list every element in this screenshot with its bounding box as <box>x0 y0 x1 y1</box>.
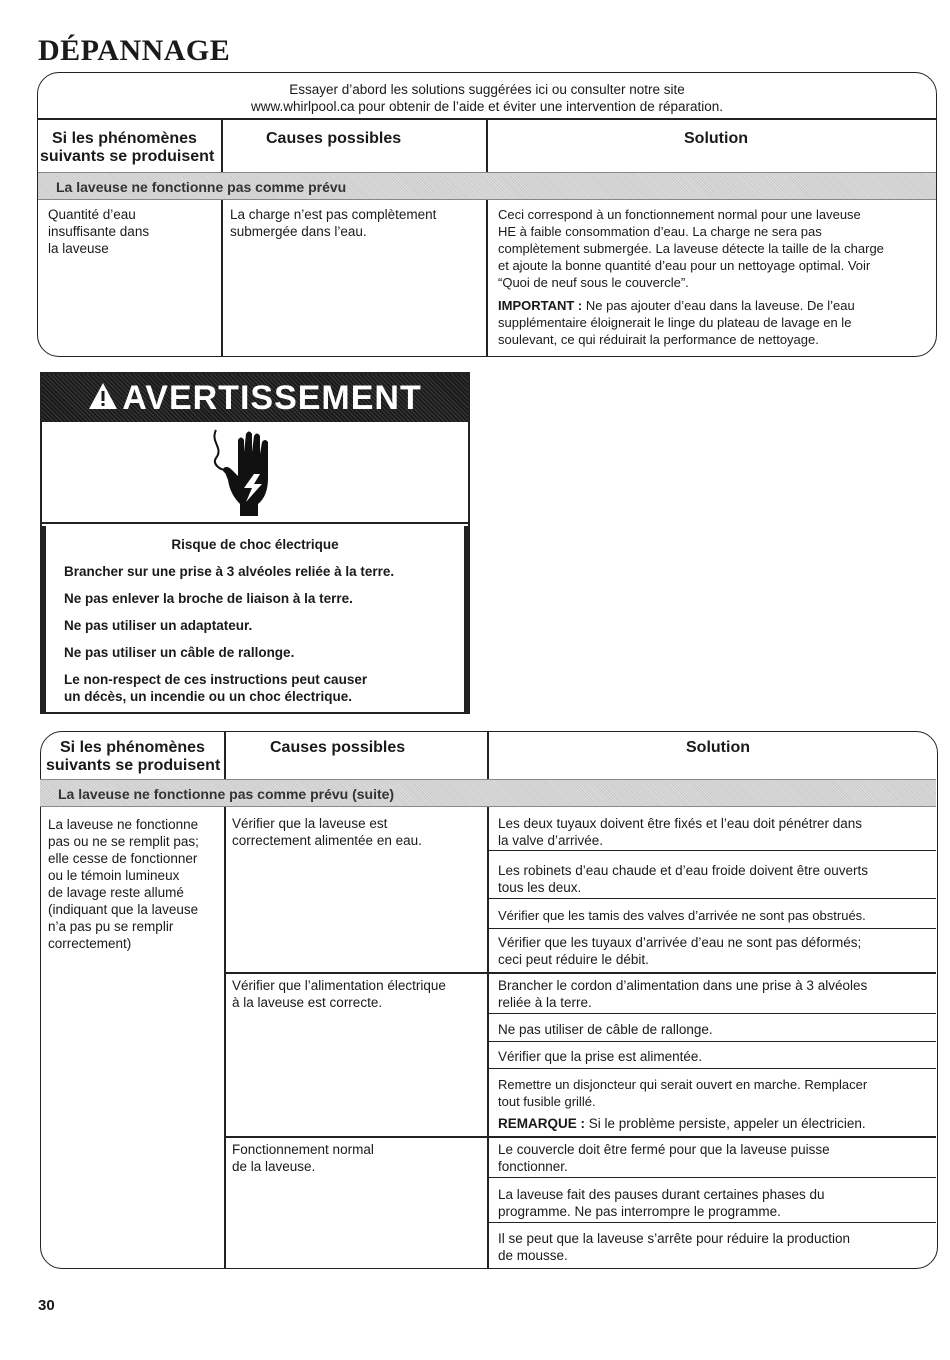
text-line: Vérifier que les tamis des valves d’arrivée ne sont pas obstrués. <box>498 908 866 923</box>
cause-water-supply <box>232 815 422 849</box>
symptom-cell-2 <box>48 816 199 952</box>
warning-line: Ne pas enlever la broche de liaison à la terre. <box>64 591 353 606</box>
text-line: correctement alimentée en eau. <box>232 833 422 848</box>
header-symptoms-line-1: Si les phénomènes <box>52 130 197 147</box>
text-line: “Quoi de neuf sous le couvercle”. <box>498 275 689 290</box>
header-causes-2: Causes possibles <box>270 739 406 756</box>
warning-line: Ne pas utiliser un câble de rallonge. <box>64 645 295 660</box>
text-line: la laveuse <box>48 241 109 256</box>
text-line: la valve d’arrivée. <box>498 833 604 848</box>
header-solution: Solution <box>684 130 748 147</box>
row-divider <box>487 1013 936 1014</box>
text-line: Les robinets d’eau chaude et d’eau froide doivent être ouverts <box>498 863 868 878</box>
text-line: de la laveuse. <box>232 1159 316 1174</box>
warning-consequence-1: Le non-respect de ces instructions peut causer <box>64 672 368 687</box>
solution-item <box>498 1141 830 1175</box>
remarque-label: REMARQUE : <box>498 1116 585 1131</box>
header-symptoms-2 <box>46 739 221 775</box>
text-line: La laveuse ne fonctionne <box>48 817 199 832</box>
text-line: Ne pas ajouter d’eau dans la laveuse. De l’eau <box>582 298 855 313</box>
warning-line: Brancher sur une prise à 3 alvéoles reliée à la terre. <box>64 564 395 579</box>
text-line: Brancher le cordon d’alimentation dans une prise à 3 alvéoles <box>498 978 868 993</box>
warning-triangle-icon <box>88 374 118 422</box>
row-divider <box>487 928 936 929</box>
solution-item <box>498 1076 867 1132</box>
solution-cell <box>498 206 884 348</box>
text-line: HE à faible consommation d’eau. La charge ne sera pas <box>498 224 822 239</box>
text-line: de mousse. <box>498 1248 568 1263</box>
header-symptoms-line-2: suivants se produisent <box>40 148 215 165</box>
intro-text <box>38 81 936 115</box>
text-line: Quantité d’eau <box>48 207 136 222</box>
text-line: Les deux tuyaux doivent être fixés et l’eau doit pénétrer dans <box>498 816 862 831</box>
warning-text <box>42 526 468 712</box>
intro-line-1: Essayer d’abord les solutions suggérées ici ou consulter notre site <box>289 82 685 97</box>
header-symptoms-line-2: suivants se produisent <box>46 757 221 774</box>
column-divider <box>224 731 226 1268</box>
text-line: Ne pas utiliser de câble de rallonge. <box>498 1022 713 1037</box>
text-line: Vérifier que les tuyaux d’arrivée d’eau ne sont pas déformés; <box>498 935 862 950</box>
text-line: Vérifier que la prise est alimentée. <box>498 1049 703 1064</box>
text-line: correctement) <box>48 936 132 951</box>
text-line: La charge n’est pas complètement <box>230 207 437 222</box>
text-line: Le couvercle doit être fermé pour que la laveuse puisse <box>498 1142 830 1157</box>
text-line: ou le témoin lumineux <box>48 868 180 883</box>
solution-item <box>498 977 867 1011</box>
text-line: tous les deux. <box>498 880 582 895</box>
cause-normal-operation <box>232 1141 374 1175</box>
text-line: Fonctionnement normal <box>232 1142 374 1157</box>
text-line: soulevant, ce qui réduirait la performance de nettoyage. <box>498 332 819 347</box>
column-divider <box>221 118 223 357</box>
text-line: programme. Ne pas interrompre le programme. <box>498 1204 781 1219</box>
warning-heading-text: AVERTISSEMENT <box>122 379 422 417</box>
warning-line: Ne pas utiliser un adaptateur. <box>64 618 253 633</box>
header-symptoms-line-1: Si les phénomènes <box>60 739 205 756</box>
text-line: Il se peut que la laveuse s’arrête pour réduire la production <box>498 1231 850 1246</box>
solution-item <box>498 1048 702 1065</box>
warning-heading <box>42 374 468 422</box>
cause-power-supply <box>232 977 446 1011</box>
row-divider <box>224 972 936 974</box>
warning-box <box>40 372 470 714</box>
important-label: IMPORTANT : <box>498 298 583 313</box>
text-line: n’a pas pu se remplir <box>48 919 174 934</box>
symptom-cell <box>48 206 149 257</box>
solution-item <box>498 1021 713 1038</box>
text-line: pas ou ne se remplit pas; <box>48 834 199 849</box>
header-causes: Causes possibles <box>266 130 402 147</box>
text-line: fonctionner. <box>498 1159 568 1174</box>
text-line: reliée à la terre. <box>498 995 592 1010</box>
header-symptoms <box>40 130 215 166</box>
row-divider <box>487 1041 936 1042</box>
solution-item <box>498 862 868 896</box>
electric-shock-hand-icon <box>210 426 290 520</box>
solution-item <box>498 1186 824 1220</box>
remarque-note <box>498 1115 867 1132</box>
text-line: tout fusible grillé. <box>498 1094 596 1109</box>
text-line: Si le problème persiste, appeler un électricien. <box>585 1116 866 1131</box>
column-divider <box>486 118 488 357</box>
text-line: supplémentaire éloignerait le linge du plateau de lavage en le <box>498 315 852 330</box>
page-title: DÉPANNAGE <box>38 34 231 67</box>
warning-risk: Risque de choc électrique <box>171 537 339 552</box>
solution-item <box>498 1230 850 1264</box>
row-divider <box>487 1222 936 1223</box>
section-band: La laveuse ne fonctionne pas comme prévu <box>38 172 936 200</box>
row-divider <box>487 1177 936 1178</box>
text-line: Vérifier que la laveuse est <box>232 816 388 831</box>
warning-icon-area <box>42 422 468 524</box>
text-line: et ajoute la bonne quantité d’eau pour un nettoyage optimal. Voir <box>498 258 871 273</box>
page-number: 30 <box>38 1297 55 1314</box>
solution-item <box>498 815 862 849</box>
row-divider <box>487 850 936 851</box>
text-line: à la laveuse est correcte. <box>232 995 383 1010</box>
text-line: (indiquant que la laveuse <box>48 902 199 917</box>
text-line: Ceci correspond à un fonctionnement normal pour une laveuse <box>498 207 861 222</box>
intro-line-2: www.whirlpool.ca pour obtenir de l’aide et éviter une intervention de réparation. <box>250 99 724 114</box>
solution-item <box>498 934 861 968</box>
row-divider <box>224 1136 936 1138</box>
text-line: Remettre un disjoncteur qui serait ouvert en marche. Remplacer <box>498 1077 868 1092</box>
row-divider <box>487 1068 936 1069</box>
warning-consequence-2: un décès, un incendie ou un choc électrique. <box>64 689 353 704</box>
important-note <box>498 297 884 314</box>
cause-cell <box>230 206 436 240</box>
text-line: complètement submergée. La laveuse détecte la taille de la charge <box>498 241 884 256</box>
text-line: insuffisante dans <box>48 224 150 239</box>
text-line: submergée dans l’eau. <box>230 224 367 239</box>
section-band-2: La laveuse ne fonctionne pas comme prévu (suite) <box>40 779 936 807</box>
header-solution-2: Solution <box>686 739 750 756</box>
text-line: elle cesse de fonctionner <box>48 851 198 866</box>
text-line: ceci peut réduire le débit. <box>498 952 649 967</box>
text-line: de lavage reste allumé <box>48 885 184 900</box>
text-line: La laveuse fait des pauses durant certaines phases du <box>498 1187 825 1202</box>
solution-item <box>498 907 866 924</box>
column-divider <box>487 731 489 1268</box>
text-line: Vérifier que l’alimentation électrique <box>232 978 446 993</box>
row-divider <box>487 898 936 899</box>
